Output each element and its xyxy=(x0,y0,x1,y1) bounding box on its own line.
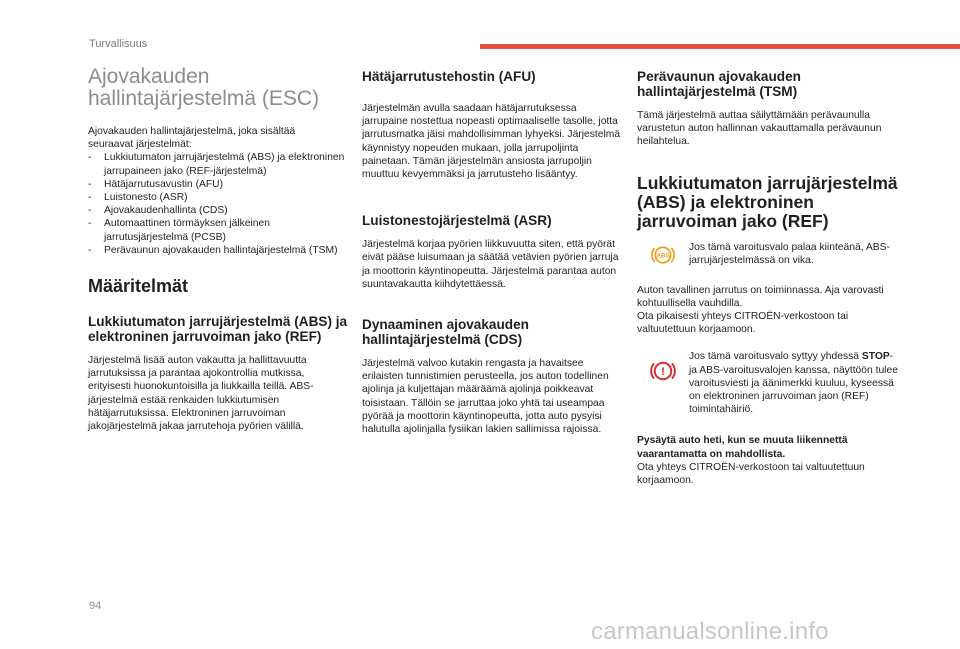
intro-line1: Ajovakauden hallintajärjestelmä, joka sisältää xyxy=(88,126,296,137)
list-item: - Perävaunun ajovakauden hallintajärjestelmä (TSM) xyxy=(88,244,348,257)
contact-text: Ota pikaisesti yhteys CITROËN-verkostoon tai valtuutettuun korjaamoon. xyxy=(637,311,849,336)
brake-warning-block xyxy=(637,350,899,416)
tsm-text: Tämä järjestelmä auttaa säilyttämään perävaunulla varustetun auton hallinnan vakauttamalla perävaunun heilahtelua. xyxy=(637,110,882,148)
page-title xyxy=(88,66,348,110)
abs-text: Järjestelmä lisää auton vakautta ja hallittavuutta jarrutuksissa ja parantaa ajokontrollia mutkissa, erityisesti huonokuntoisilla ja liukkailla teillä. ABS-järjestelmä estää renkaiden lukkiutumisen hätäjarrutuksissa. Elektroninen jarruvoiman jakojärjestelmä jakaa jarrutehoja pyörien välillä. xyxy=(88,355,314,433)
tsm-heading: Perävaunun ajovakauden hallintajärjestelmä (TSM) xyxy=(637,69,801,99)
column-middle xyxy=(362,66,624,436)
afu-text: Järjestelmän avulla saadaan hätäjarrutuksessa jarrupaine nostettua nopeasti optimaaliselle tasolle, jotta jarrutusmatka jäisi mahdollisimman lyhyeksi. Järjestelmä käynnistyy nopeuden mukaan, jolla jarrupoljinta painetaan. Tämän järjestelmän ansiosta jarrupoljin muuttuu kevyemmäksi ja jarrutusteho lisääntyy. xyxy=(362,103,621,181)
accent-bar xyxy=(480,44,960,49)
system-list xyxy=(88,151,348,257)
abs-warning-block xyxy=(637,241,899,269)
cds-heading: Dynaaminen ajovakauden hallintajärjestelmä (CDS) xyxy=(362,317,529,348)
list-item: - Automaattinen törmäyksen jälkeinen jarrutusjärjestelmä (PCSB) xyxy=(88,217,348,243)
intro-text xyxy=(88,125,348,151)
final-text: Ota yhteys CITROËN-verkostoon tai valtuutettuun korjaamoon. xyxy=(637,461,865,487)
abs-warning-icon-wrap xyxy=(637,241,689,269)
list-item: - Luistonesto (ASR) xyxy=(88,191,348,204)
column-right xyxy=(637,66,899,487)
asr-text: Järjestelmä korjaa pyörien liikkuvuutta siten, että pyörät eivät pääse luisumaan ja säätää vetävien pyörien jarruja ja moottorin käyntinopeutta. Järjestelmä parantaa auton suuntavakautta kiihdytettäessä. xyxy=(362,239,619,290)
brake-icon-label: ! xyxy=(661,366,665,379)
afu-heading: Hätäjarrutustehostin (AFU) xyxy=(362,69,536,84)
abs-heading: Lukkiutumaton jarrujärjestelmä (ABS) ja elektroninen jarruvoiman jako (REF) xyxy=(88,314,348,345)
intro-line2: seuraavat järjestelmät: xyxy=(88,139,192,151)
brake-warning-pre: Jos tämä varoitusvalo syttyy yhdessä xyxy=(689,351,859,363)
definitions-heading: Määritelmät xyxy=(88,276,189,297)
section-label: Turvallisuus xyxy=(89,38,148,50)
cds-text: Järjestelmä valvoo kutakin rengasta ja havaitsee erilaisten tunnistimien perusteella, jos auton todellinen ajolinja ja kuljettajan määräämä ajolinja poikkeavat toisistaan. Tällöin se jarruttaa joko yhtä tai useampaa pyörää ja moottorin käyntinopeutta, jotta auto pysyisi halutulla ajolinjalla fysiikan lakien sallimissa rajoissa. xyxy=(362,358,609,436)
abs-big-heading: Lukkiutumaton jarrujärjestelmä (ABS) ja elektroninen jarruvoiman jako (REF) xyxy=(637,172,898,231)
page-title-line2: hallintajärjestelmä (ESC) xyxy=(88,87,320,110)
brake-warning-stop: STOP xyxy=(861,351,890,363)
page-title-line1: Ajovakauden xyxy=(88,65,210,88)
brake-warning-text xyxy=(689,350,899,416)
abs-warning-text: Jos tämä varoitusvalo palaa kiinteänä, ABS-jarrujärjestelmässä on vika. xyxy=(689,241,890,266)
page-number: 94 xyxy=(89,600,102,612)
stop-bold-text: Pysäytä auto heti, kun se muuta liikennettä vaarantamatta on mahdollista. xyxy=(637,435,848,460)
column-left xyxy=(88,66,348,433)
list-item: - Ajovakaudenhallinta (CDS) xyxy=(88,204,348,217)
abs-icon-label: ABS xyxy=(656,252,670,260)
asr-heading: Luistonestojärjestelmä (ASR) xyxy=(362,213,552,229)
normal-braking-text: Auton tavallinen jarrutus on toiminnassa. Aja varovasti kohtuullisella vauhdilla. xyxy=(637,284,884,309)
brake-warning-post: - ja ABS-varoitusvalojen kanssa, näyttöön tulee varoitusviesti ja äänimerkki kuuluu, kyseessä on elektroninen jarruvoiman jaon (REF) toimintahäiriö. xyxy=(689,351,898,416)
brake-warning-icon xyxy=(648,356,678,386)
list-item: - Hätäjarrutusavustin (AFU) xyxy=(88,178,348,191)
list-item: - Lukkiutumaton jarrujärjestelmä (ABS) ja elektroninen jarrupaineen jako (REF-järjestelmä) xyxy=(88,151,348,177)
brake-warning-icon-wrap xyxy=(637,350,689,386)
abs-warning-icon xyxy=(649,241,677,269)
watermark: carmanualsonline.info xyxy=(591,618,829,645)
